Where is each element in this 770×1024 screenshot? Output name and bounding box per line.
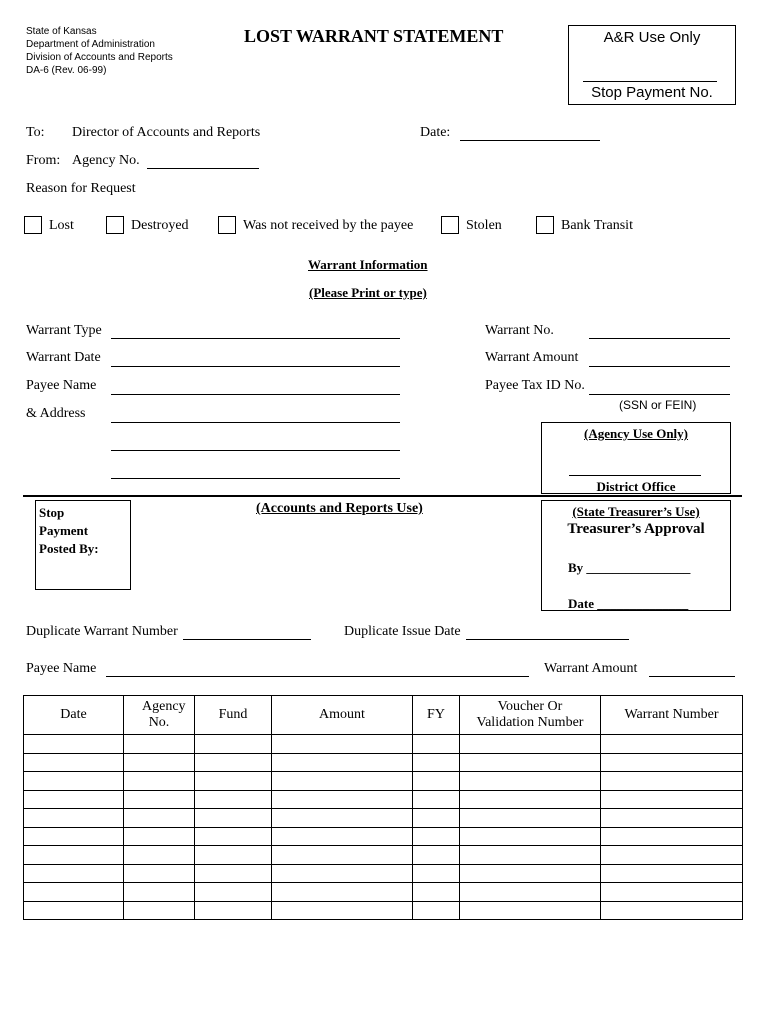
duplicate-number-field[interactable]	[183, 639, 311, 640]
agency-no-cell[interactable]	[124, 827, 195, 846]
payee-tax-id-label: Payee Tax ID No.	[485, 378, 585, 393]
table-row	[24, 753, 743, 772]
table-body	[24, 735, 743, 920]
voucher-cell[interactable]	[460, 846, 601, 865]
agency-no-cell[interactable]	[124, 901, 195, 920]
amount-cell[interactable]	[272, 772, 413, 791]
not-received-checkbox[interactable]	[218, 216, 236, 234]
voucher-cell[interactable]	[460, 883, 601, 902]
warrant-number-cell[interactable]	[601, 753, 743, 772]
payee-name-field[interactable]	[111, 394, 400, 395]
warrant-number-cell[interactable]	[601, 827, 743, 846]
fund-cell[interactable]	[195, 846, 272, 865]
date-cell[interactable]	[24, 735, 124, 754]
warrant-type-field[interactable]	[111, 338, 400, 339]
district-office-field[interactable]	[569, 475, 701, 476]
agency-use-only-box	[541, 422, 731, 494]
form-title: LOST WARRANT STATEMENT	[244, 26, 504, 46]
payee-tax-id-field[interactable]	[589, 394, 730, 395]
voucher-cell[interactable]	[460, 772, 601, 791]
table-row	[24, 901, 743, 920]
agency-no-cell[interactable]	[124, 864, 195, 883]
agency-no-cell[interactable]	[124, 846, 195, 865]
warrant-info-subheading: (Please Print or type)	[309, 285, 427, 300]
date-cell[interactable]	[24, 790, 124, 809]
date-cell[interactable]	[24, 846, 124, 865]
table-row	[24, 864, 743, 883]
warrant-amount-label: Warrant Amount	[485, 350, 579, 365]
warrant-date-label: Warrant Date	[26, 350, 101, 365]
duplicate-payee-field[interactable]	[106, 676, 529, 677]
warrant-number-cell[interactable]	[601, 901, 743, 920]
stolen-label: Stolen	[466, 218, 502, 233]
duplicate-issue-date-field[interactable]	[466, 639, 629, 640]
stop-payment-posted-label	[39, 504, 99, 558]
agency-no-field[interactable]	[147, 168, 259, 169]
ssn-fein-note: (SSN or FEIN)	[619, 398, 697, 412]
warrant-date-field[interactable]	[111, 366, 400, 367]
date-cell[interactable]	[24, 827, 124, 846]
stolen-checkbox[interactable]	[441, 216, 459, 234]
table-row	[24, 883, 743, 902]
lost-checkbox[interactable]	[24, 216, 42, 234]
amount-cell[interactable]	[272, 846, 413, 865]
amount-cell[interactable]	[272, 735, 413, 754]
destroyed-label: Destroyed	[131, 218, 189, 233]
date-cell[interactable]	[24, 753, 124, 772]
warrant-number-cell[interactable]	[601, 790, 743, 809]
stop-payment-line: Posted By:	[39, 541, 99, 556]
warrant-number-cell[interactable]	[601, 772, 743, 791]
fy-cell[interactable]	[413, 901, 460, 920]
agency-no-cell[interactable]	[124, 753, 195, 772]
col-agency-no-header: Agency No.	[124, 696, 195, 735]
voucher-cell[interactable]	[460, 809, 601, 828]
agency-line: Division of Accounts and Reports	[26, 52, 173, 63]
address-field-2[interactable]	[111, 450, 400, 451]
destroyed-checkbox[interactable]	[106, 216, 124, 234]
fy-cell[interactable]	[413, 827, 460, 846]
warrant-amount-field[interactable]	[589, 366, 730, 367]
to-value: Director of Accounts and Reports	[72, 125, 261, 140]
fund-cell[interactable]	[195, 753, 272, 772]
agency-no-cell[interactable]	[124, 809, 195, 828]
bank-transit-label: Bank Transit	[561, 218, 633, 233]
table-row	[24, 809, 743, 828]
amount-cell[interactable]	[272, 827, 413, 846]
treasurer-box	[541, 500, 731, 611]
agency-no-cell[interactable]	[124, 883, 195, 902]
stop-payment-box	[35, 500, 131, 590]
agency-use-only-heading: (Agency Use Only)	[584, 426, 688, 441]
treasurer-by-field[interactable]: By ________________	[568, 560, 691, 575]
stop-payment-no-label: Stop Payment No.	[591, 84, 713, 101]
duplicate-number-label: Duplicate Warrant Number	[26, 624, 178, 639]
form-number: DA-6 (Rev. 06-99)	[26, 65, 107, 76]
address-label: & Address	[26, 406, 86, 421]
voucher-cell[interactable]	[460, 753, 601, 772]
date-cell[interactable]	[24, 809, 124, 828]
duplicate-payee-label: Payee Name	[26, 661, 97, 676]
amount-cell[interactable]	[272, 809, 413, 828]
fund-cell[interactable]	[195, 790, 272, 809]
table-header-row	[24, 696, 743, 735]
table-row	[24, 827, 743, 846]
fy-cell[interactable]	[413, 753, 460, 772]
duplicate-amount-label: Warrant Amount	[544, 661, 638, 676]
table-row	[24, 772, 743, 791]
payee-name-label: Payee Name	[26, 378, 97, 393]
voucher-cell[interactable]	[460, 901, 601, 920]
voucher-cell[interactable]	[460, 790, 601, 809]
agency-line: Department of Administration	[26, 39, 155, 50]
ar-use-heading: (Accounts and Reports Use)	[256, 501, 423, 516]
fy-cell[interactable]	[413, 790, 460, 809]
fy-cell[interactable]	[413, 864, 460, 883]
district-office-label: District Office	[596, 479, 676, 494]
duplicate-issue-date-label: Duplicate Issue Date	[344, 624, 461, 639]
warrant-number-cell[interactable]	[601, 864, 743, 883]
table-row	[24, 790, 743, 809]
bank-transit-checkbox[interactable]	[536, 216, 554, 234]
warrant-number-cell[interactable]	[601, 809, 743, 828]
warrant-type-label: Warrant Type	[26, 323, 102, 338]
col-fund-header: Fund	[195, 696, 272, 735]
warrant-no-label: Warrant No.	[485, 323, 554, 338]
fund-cell[interactable]	[195, 772, 272, 791]
agency-no-cell[interactable]	[124, 735, 195, 754]
warrant-number-cell[interactable]	[601, 846, 743, 865]
fund-cell[interactable]	[195, 864, 272, 883]
treasurer-heading: (State Treasurer’s Use)	[572, 504, 700, 519]
fund-cell[interactable]	[195, 735, 272, 754]
col-fy-header: FY	[413, 696, 460, 735]
voucher-cell[interactable]	[460, 827, 601, 846]
amount-cell[interactable]	[272, 901, 413, 920]
amount-cell[interactable]	[272, 753, 413, 772]
treasurer-date-field[interactable]: Date ______________	[568, 596, 689, 611]
date-cell[interactable]	[24, 772, 124, 791]
agency-no-cell[interactable]	[124, 790, 195, 809]
table-row	[24, 735, 743, 754]
address-field-3[interactable]	[111, 478, 400, 479]
lost-label: Lost	[49, 218, 74, 233]
address-field-1[interactable]	[111, 422, 400, 423]
stop-payment-no-line[interactable]	[583, 81, 717, 82]
fy-cell[interactable]	[413, 735, 460, 754]
agency-line: State of Kansas	[26, 26, 97, 37]
to-label: To:	[26, 125, 45, 140]
ar-use-only-box	[568, 25, 736, 105]
stop-payment-line: Stop	[39, 505, 65, 520]
date-label: Date:	[420, 125, 451, 140]
col-warrant-number-header: Warrant Number	[601, 696, 743, 735]
stop-payment-line: Payment	[39, 523, 89, 538]
date-field[interactable]	[460, 140, 600, 141]
warrant-no-field[interactable]	[589, 338, 730, 339]
fund-cell[interactable]	[195, 809, 272, 828]
voucher-cell[interactable]	[460, 735, 601, 754]
amount-cell[interactable]	[272, 883, 413, 902]
reason-label: Reason for Request	[26, 181, 136, 196]
col-amount-header: Amount	[272, 696, 413, 735]
warrant-table	[23, 695, 743, 920]
ar-use-only-heading: A&R Use Only	[603, 29, 701, 46]
duplicate-amount-field[interactable]	[649, 676, 735, 677]
voucher-cell[interactable]	[460, 864, 601, 883]
col-date-header: Date	[24, 696, 124, 735]
fund-cell[interactable]	[195, 883, 272, 902]
fy-cell[interactable]	[413, 809, 460, 828]
agency-block	[26, 25, 173, 77]
table-row	[24, 846, 743, 865]
col-voucher-header: Voucher Or Validation Number	[460, 696, 601, 735]
not-received-label: Was not received by the payee	[243, 218, 414, 233]
agency-no-cell[interactable]	[124, 772, 195, 791]
warrant-number-cell[interactable]	[601, 735, 743, 754]
agency-no-label: Agency No.	[72, 153, 140, 168]
warrant-info-heading: Warrant Information	[308, 257, 428, 272]
fy-cell[interactable]	[413, 846, 460, 865]
treasurer-approval: Treasurer’s Approval	[567, 521, 705, 537]
fund-cell[interactable]	[195, 827, 272, 846]
amount-cell[interactable]	[272, 790, 413, 809]
fy-cell[interactable]	[413, 772, 460, 791]
date-cell[interactable]	[24, 883, 124, 902]
fund-cell[interactable]	[195, 901, 272, 920]
warrant-number-cell[interactable]	[601, 883, 743, 902]
date-cell[interactable]	[24, 901, 124, 920]
from-label: From:	[26, 153, 61, 168]
fy-cell[interactable]	[413, 883, 460, 902]
amount-cell[interactable]	[272, 864, 413, 883]
date-cell[interactable]	[24, 864, 124, 883]
section-divider	[23, 495, 742, 497]
